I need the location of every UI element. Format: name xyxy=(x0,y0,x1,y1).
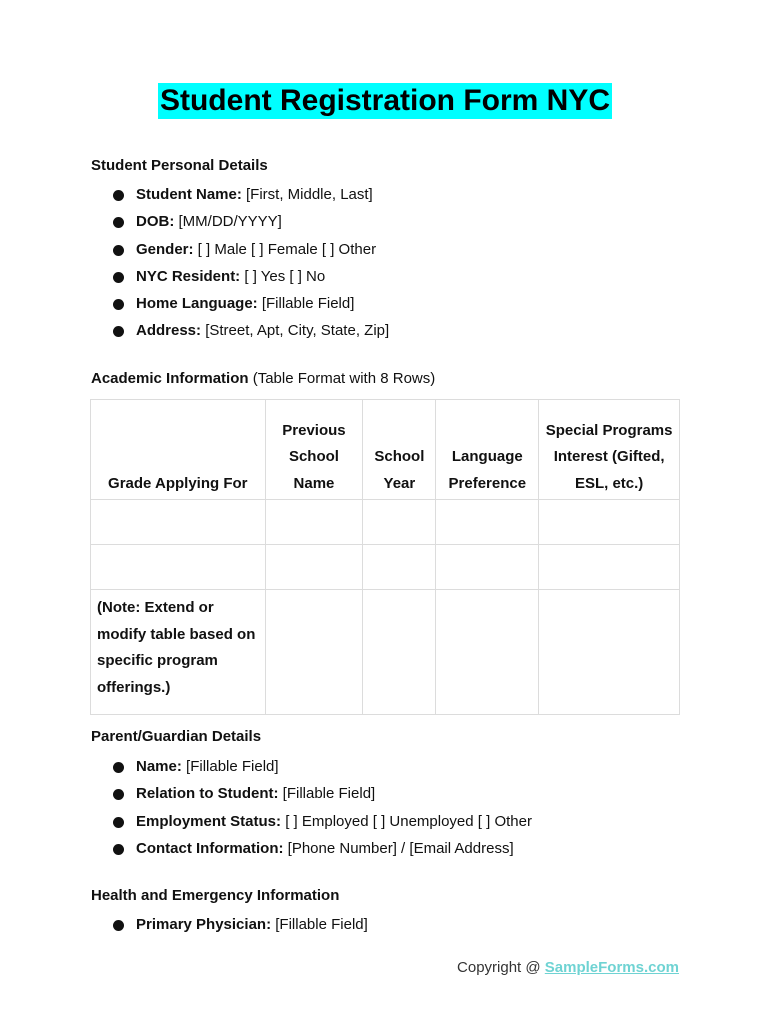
bullet-icon xyxy=(113,190,124,201)
bullet-icon xyxy=(113,920,124,931)
table-cell[interactable] xyxy=(265,545,363,590)
table-cell[interactable] xyxy=(539,545,680,590)
table-row xyxy=(91,545,680,590)
list-item: Gender: [ ] Male [ ] Female [ ] Other xyxy=(113,240,389,267)
table-cell[interactable] xyxy=(539,590,680,715)
bullet-icon xyxy=(113,844,124,855)
table-header-row xyxy=(91,400,680,500)
personal-details-heading: Student Personal Details xyxy=(91,157,268,174)
parent-details-heading: Parent/Guardian Details xyxy=(91,728,262,745)
table-note-cell xyxy=(91,590,266,715)
table-cell[interactable] xyxy=(363,500,436,545)
academic-info-table xyxy=(90,399,680,715)
bullet-icon xyxy=(113,272,124,283)
personal-details-list xyxy=(113,185,389,349)
list-item: Primary Physician: [Fillable Field] xyxy=(113,915,368,942)
list-item: Employment Status: [ ] Employed [ ] Unemployed [ ] Other xyxy=(113,812,532,839)
bullet-icon xyxy=(113,762,124,773)
parent-details-list xyxy=(113,757,532,866)
bullet-icon xyxy=(113,789,124,800)
table-cell[interactable] xyxy=(363,545,436,590)
academic-info-heading: Academic Information (Table Format with 8 Rows) xyxy=(91,370,436,387)
table-cell[interactable] xyxy=(436,590,539,715)
list-item: Home Language: [Fillable Field] xyxy=(113,294,389,321)
bullet-icon xyxy=(113,817,124,828)
list-item: Contact Information: [Phone Number] / [Email Address] xyxy=(113,839,532,866)
bullet-icon xyxy=(113,326,124,337)
title-container xyxy=(0,83,770,119)
health-info-list xyxy=(113,915,368,942)
table-cell[interactable] xyxy=(91,500,266,545)
table-row xyxy=(91,590,680,715)
table-cell[interactable] xyxy=(436,545,539,590)
list-item: Address: [Street, Apt, City, State, Zip] xyxy=(113,321,389,348)
table-cell[interactable] xyxy=(539,500,680,545)
table-row xyxy=(91,500,680,545)
list-item: NYC Resident: [ ] Yes [ ] No xyxy=(113,267,389,294)
bullet-icon xyxy=(113,217,124,228)
bullet-icon xyxy=(113,245,124,256)
column-header: Previous School Name xyxy=(265,400,363,500)
sampleforms-link[interactable]: SampleForms.com xyxy=(544,959,679,976)
table-note: (Note: Extend or modify table based on specific program offerings.) xyxy=(97,599,256,696)
table-cell[interactable] xyxy=(265,500,363,545)
table-cell[interactable] xyxy=(363,590,436,715)
bullet-icon xyxy=(113,299,124,310)
column-header: School Year xyxy=(363,400,436,500)
list-item: Name: [Fillable Field] xyxy=(113,757,532,784)
list-item: DOB: [MM/DD/YYYY] xyxy=(113,212,389,239)
health-info-heading: Health and Emergency Information xyxy=(91,887,340,904)
table-cell[interactable] xyxy=(265,590,363,715)
column-header: Special Programs Interest (Gifted, ESL, etc.) xyxy=(539,400,680,500)
page-title: Student Registration Form NYC xyxy=(159,84,610,117)
table-cell[interactable] xyxy=(91,545,266,590)
list-item: Relation to Student: [Fillable Field] xyxy=(113,784,532,811)
column-header: Grade Applying For xyxy=(91,400,266,500)
copyright-footer: Copyright @ SampleForms.com xyxy=(457,959,679,976)
table-cell[interactable] xyxy=(436,500,539,545)
column-header: Language Preference xyxy=(436,400,539,500)
list-item: Student Name: [First, Middle, Last] xyxy=(113,185,389,212)
